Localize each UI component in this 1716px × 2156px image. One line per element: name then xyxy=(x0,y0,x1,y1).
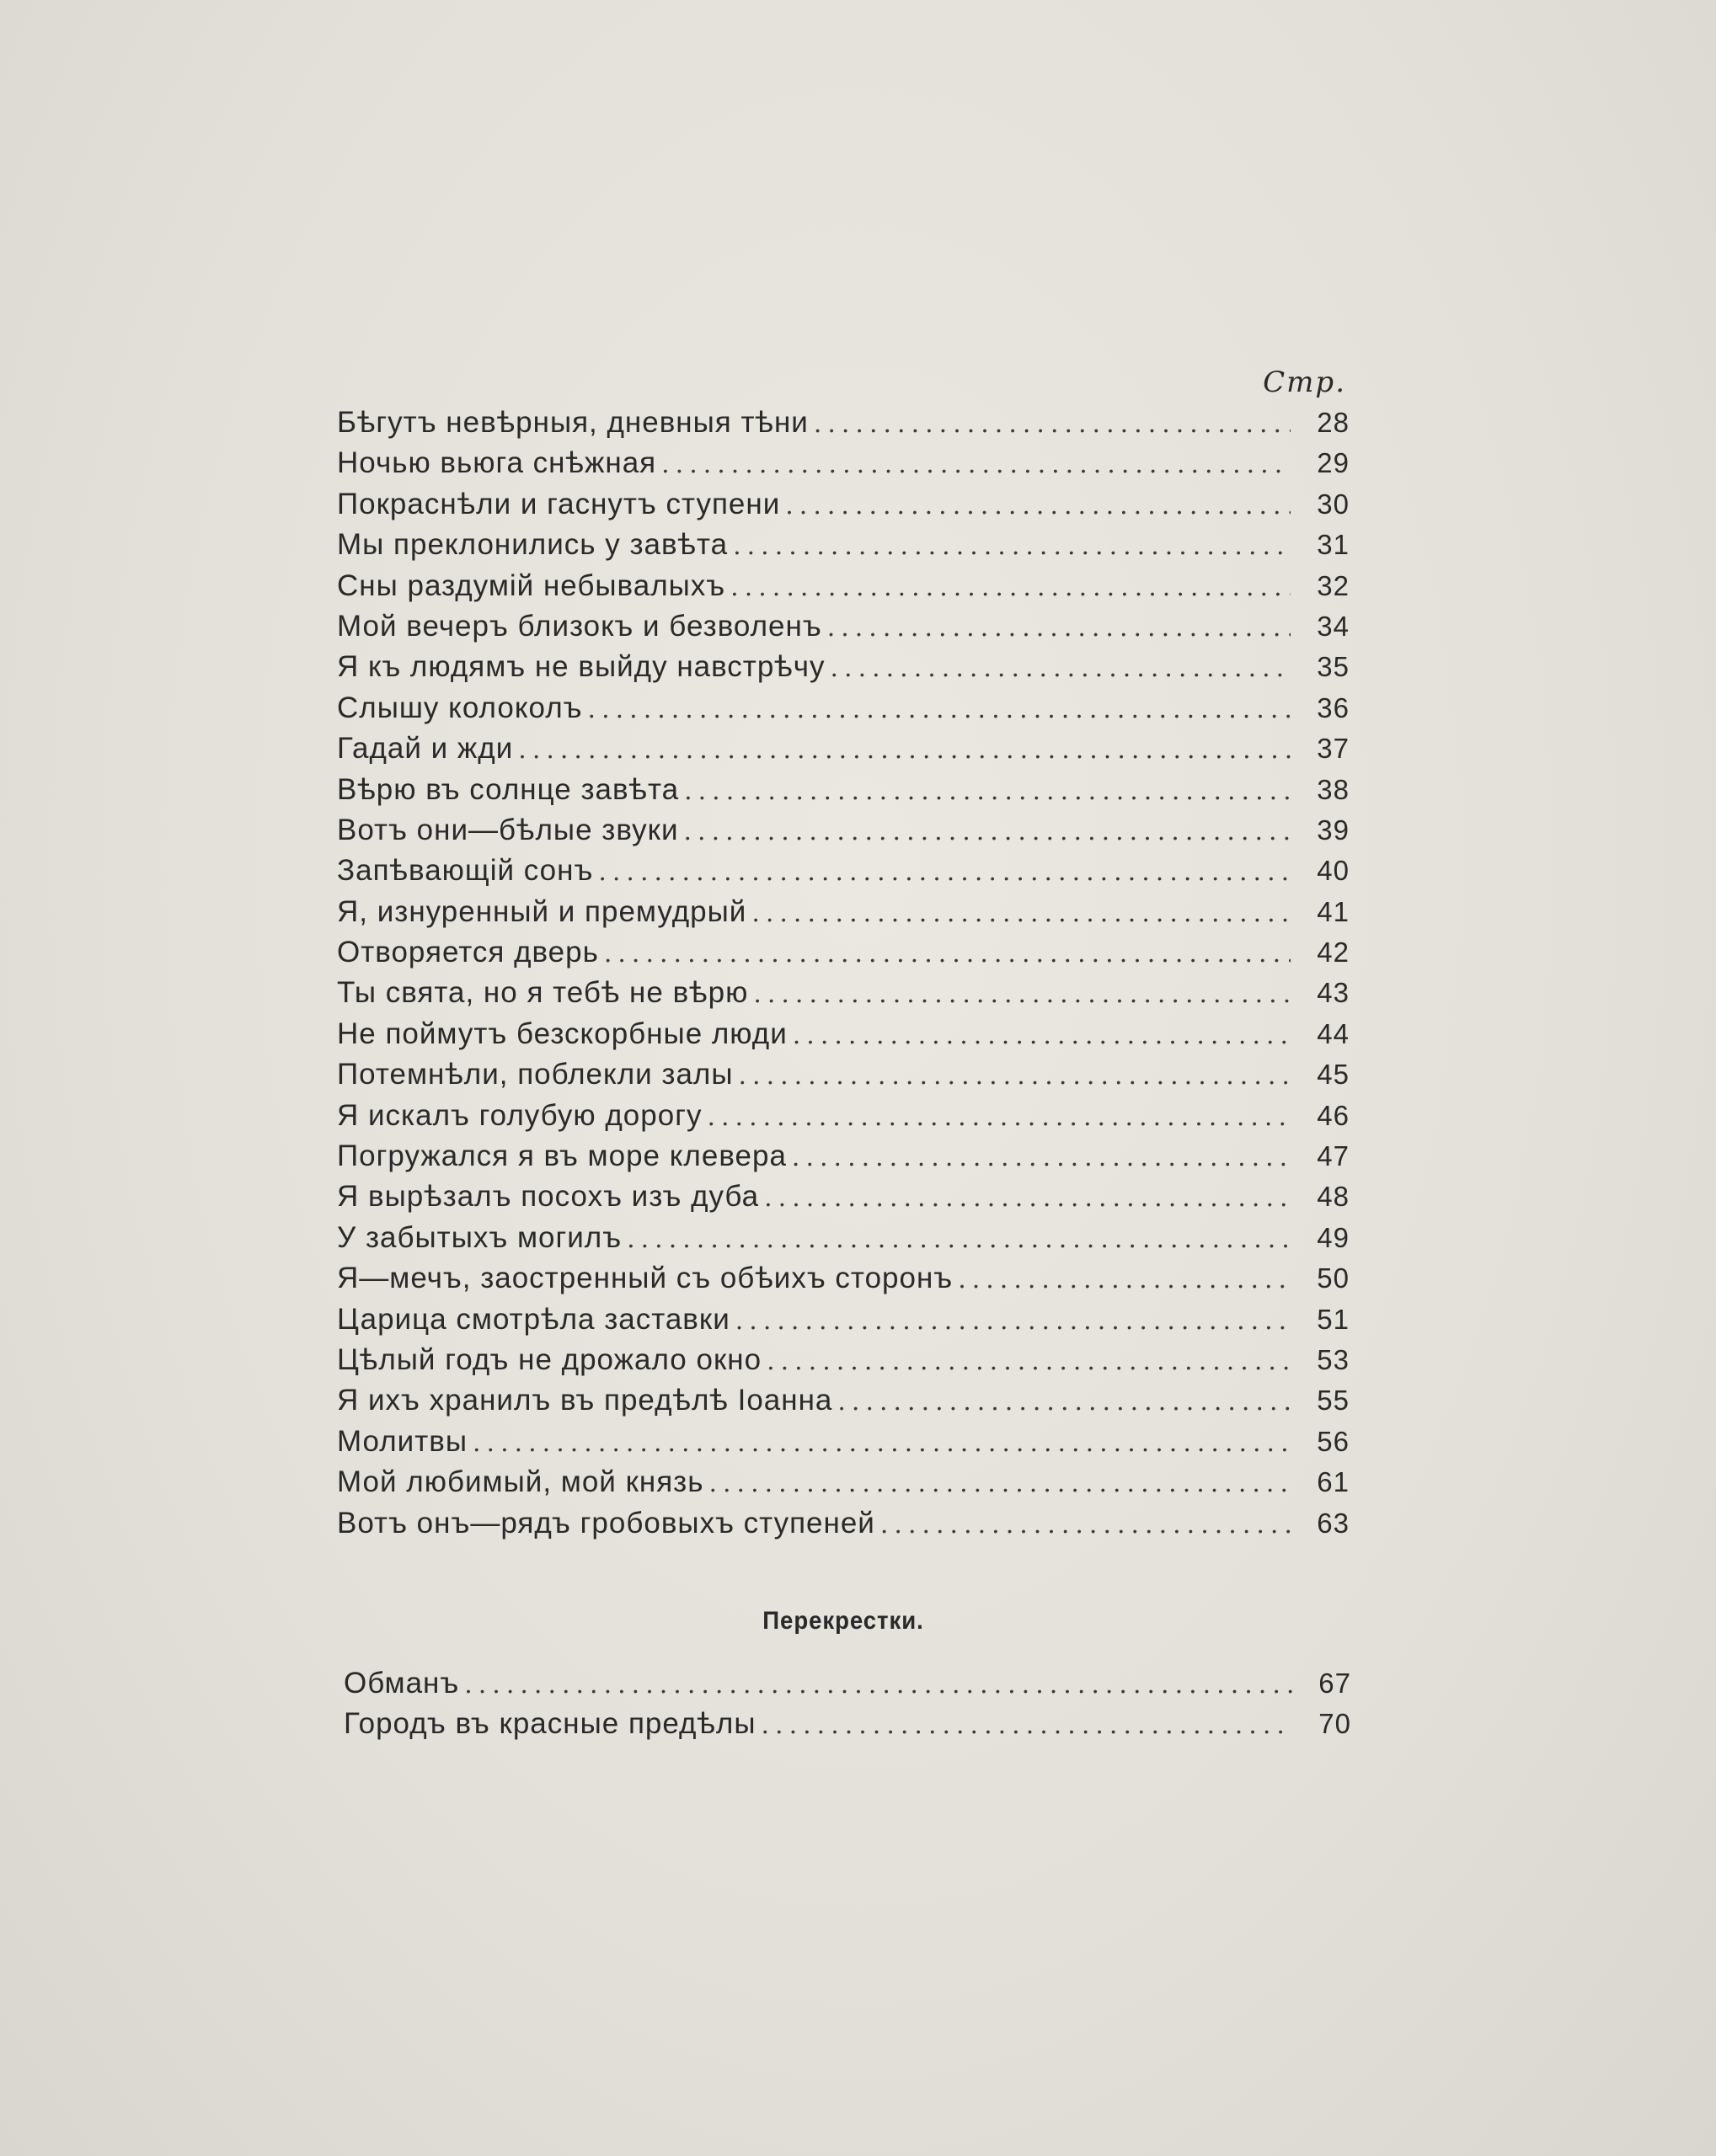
dot-leader xyxy=(708,1464,1291,1504)
entry-title: Молитвы xyxy=(337,1424,468,1458)
dot-leader xyxy=(814,404,1291,445)
toc-entry xyxy=(337,1096,1350,1136)
toc-entry xyxy=(344,1704,1351,1744)
dot-leader xyxy=(880,1505,1291,1545)
entry-title: Погружался я въ море клевера xyxy=(337,1139,787,1173)
entry-title: Ночью вьюга снѣжная xyxy=(337,446,657,480)
toc-entry xyxy=(337,728,1350,769)
entry-page-number: 43 xyxy=(1317,977,1350,1009)
dot-leader xyxy=(588,690,1291,730)
dot-leader xyxy=(464,1665,1292,1705)
dot-leader xyxy=(762,1705,1292,1746)
dot-leader xyxy=(518,730,1291,771)
toc-entry xyxy=(337,647,1350,687)
entry-title: Покраснѣли и гаснутъ ступени xyxy=(337,487,781,520)
entry-page-number: 51 xyxy=(1317,1303,1350,1335)
entry-title: Не поймутъ безскорбные люди xyxy=(337,1017,788,1050)
entry-title: Обманъ xyxy=(344,1667,460,1700)
entry-title: Городъ въ красные предѣлы xyxy=(344,1707,756,1741)
entry-title: Вѣрю въ солнце завѣта xyxy=(337,772,680,806)
toc-entry xyxy=(337,1258,1350,1299)
entry-page-number: 31 xyxy=(1317,529,1350,561)
entry-title: Вотъ онъ—рядъ гробовыхъ ступеней xyxy=(337,1506,875,1540)
toc-entry xyxy=(337,973,1350,1013)
entry-page-number: 29 xyxy=(1317,447,1350,479)
toc-entry xyxy=(337,1177,1350,1217)
dot-leader xyxy=(958,1260,1291,1300)
entry-title: У забытыхъ могилъ xyxy=(337,1220,623,1254)
toc-entry xyxy=(337,688,1350,728)
dot-leader xyxy=(627,1219,1291,1260)
entry-title: Сны раздумій небывалыхъ xyxy=(337,568,726,602)
dot-leader xyxy=(604,934,1291,974)
entry-page-number: 34 xyxy=(1317,610,1350,642)
entry-page-number: 67 xyxy=(1318,1668,1351,1699)
entry-title: Царица смотрѣла заставки xyxy=(337,1302,730,1336)
entry-title: Я, изнуренный и премудрый xyxy=(337,894,747,928)
toc-entry xyxy=(337,770,1350,810)
toc-entry xyxy=(337,606,1350,647)
toc-entry xyxy=(337,1299,1350,1340)
section-list xyxy=(344,1663,1351,1745)
dot-leader xyxy=(753,974,1291,1015)
dot-leader xyxy=(764,1178,1291,1219)
entry-page-number: 39 xyxy=(1317,814,1350,846)
dot-leader xyxy=(785,486,1291,526)
entry-title: Гадай и жди xyxy=(337,732,514,766)
entry-page-number: 37 xyxy=(1317,733,1350,765)
entry-title: Ты свята, но я тебѣ не вѣрю xyxy=(337,976,749,1010)
dot-leader xyxy=(473,1423,1291,1464)
entry-page-number: 49 xyxy=(1317,1221,1350,1253)
entry-title: Мы преклонились у завѣта xyxy=(337,528,729,562)
entry-page-number: 32 xyxy=(1317,569,1350,601)
dot-leader xyxy=(751,894,1291,934)
table-of-contents xyxy=(337,362,1350,1544)
dot-leader xyxy=(684,812,1291,852)
entry-page-number: 38 xyxy=(1317,773,1350,805)
entry-page-number: 53 xyxy=(1317,1343,1350,1375)
entry-page-number: 48 xyxy=(1317,1181,1350,1213)
toc-list xyxy=(337,403,1350,1544)
toc-entry xyxy=(337,1503,1350,1544)
toc-entry xyxy=(337,1136,1350,1177)
entry-page-number: 28 xyxy=(1317,407,1350,438)
dot-leader xyxy=(767,1342,1291,1382)
entry-page-number: 63 xyxy=(1317,1507,1350,1539)
entry-title: Вотъ они—бѣлые звуки xyxy=(337,813,679,846)
entry-page-number: 30 xyxy=(1317,488,1350,520)
toc-entry xyxy=(337,1422,1350,1462)
entry-page-number: 46 xyxy=(1317,1099,1350,1131)
entry-title: Цѣлый годъ не дрожало окно xyxy=(337,1342,762,1376)
entry-title: Я искалъ голубую дорогу xyxy=(337,1098,703,1132)
entry-title: Бѣгутъ невѣрныя, дневныя тѣни xyxy=(337,406,809,439)
toc-entry xyxy=(337,443,1350,483)
entry-page-number: 61 xyxy=(1317,1466,1350,1498)
toc-entry xyxy=(337,525,1350,565)
entry-title: Я ихъ хранилъ въ предѣлѣ Іоанна xyxy=(337,1384,833,1417)
toc-entry xyxy=(337,932,1350,973)
entry-page-number: 45 xyxy=(1317,1059,1350,1091)
toc-entry xyxy=(344,1663,1351,1704)
dot-leader xyxy=(831,648,1291,689)
toc-entry xyxy=(337,484,1350,525)
section-contents xyxy=(344,1663,1351,1745)
dot-leader xyxy=(733,526,1291,567)
section-title: Перекрестки. xyxy=(762,1607,924,1635)
page-column-header: Стр. xyxy=(1263,366,1346,399)
entry-page-number: 70 xyxy=(1318,1708,1351,1740)
toc-entry xyxy=(337,566,1350,606)
entry-page-number: 36 xyxy=(1317,691,1350,723)
dot-leader xyxy=(792,1138,1291,1178)
toc-entry xyxy=(337,892,1350,932)
entry-title: Я—мечъ, заостренный съ обѣихъ сторонъ xyxy=(337,1262,954,1295)
entry-page-number: 44 xyxy=(1317,1017,1350,1049)
entry-page-number: 55 xyxy=(1317,1385,1350,1417)
toc-entry xyxy=(337,1218,1350,1258)
dot-leader xyxy=(837,1382,1291,1422)
entry-title: Отворяется дверь xyxy=(337,936,599,969)
entry-page-number: 41 xyxy=(1317,895,1350,927)
entry-page-number: 40 xyxy=(1317,855,1350,887)
toc-entry xyxy=(337,1380,1350,1421)
entry-page-number: 50 xyxy=(1317,1262,1350,1294)
toc-entry xyxy=(337,1462,1350,1502)
dot-leader xyxy=(730,568,1291,608)
entry-title: Я къ людямъ не выйду навстрѣчу xyxy=(337,650,826,684)
entry-title: Мой любимый, мой князь xyxy=(337,1465,704,1499)
dot-leader xyxy=(793,1016,1291,1056)
entry-title: Мой вечеръ близокъ и безволенъ xyxy=(337,609,822,643)
toc-entry xyxy=(337,1340,1350,1380)
entry-page-number: 56 xyxy=(1317,1425,1350,1457)
dot-leader xyxy=(598,852,1291,893)
dot-leader xyxy=(735,1301,1291,1342)
entry-title: Я вырѣзалъ посохъ изъ дуба xyxy=(337,1180,760,1214)
toc-entry xyxy=(337,1014,1350,1054)
dot-leader xyxy=(827,608,1291,648)
dot-leader xyxy=(684,771,1291,812)
entry-page-number: 42 xyxy=(1317,937,1350,969)
entry-page-number: 35 xyxy=(1317,651,1350,683)
entry-title: Потемнѣли, поблекли залы xyxy=(337,1058,734,1091)
dot-leader xyxy=(707,1097,1291,1138)
toc-entry xyxy=(337,851,1350,891)
toc-entry xyxy=(337,810,1350,851)
entry-page-number: 47 xyxy=(1317,1140,1350,1172)
dot-leader xyxy=(661,445,1291,485)
dot-leader xyxy=(739,1056,1291,1097)
toc-entry xyxy=(337,403,1350,443)
toc-entry xyxy=(337,1054,1350,1095)
entry-title: Запѣвающій сонъ xyxy=(337,854,594,888)
entry-title: Слышу колоколъ xyxy=(337,691,583,724)
